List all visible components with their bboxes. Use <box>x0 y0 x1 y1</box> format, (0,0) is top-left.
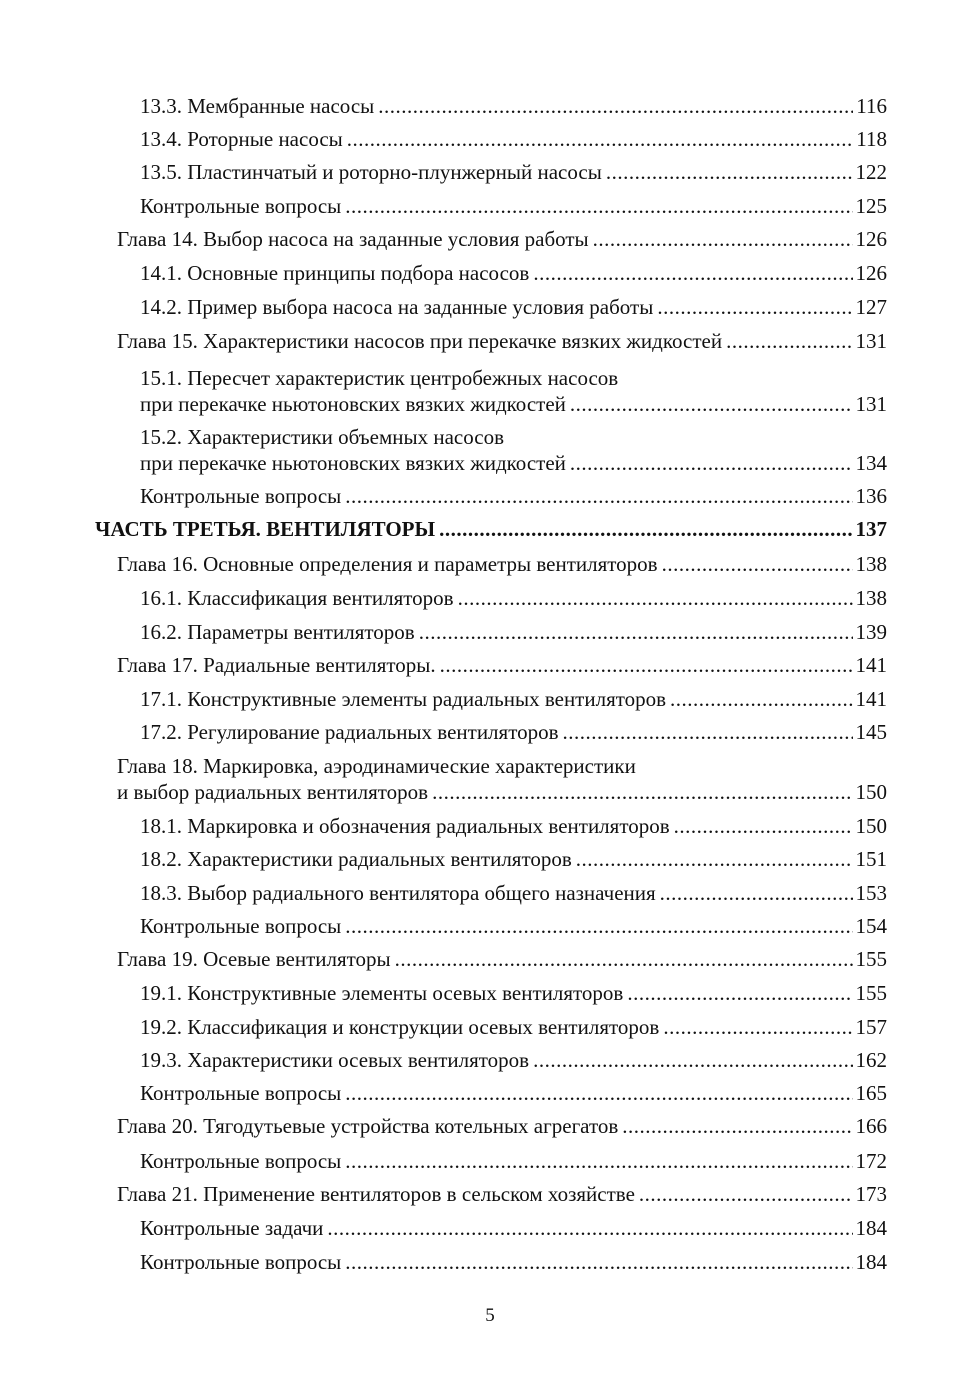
toc-entry-title: 18.1. Маркировка и обозначения радиальных вентиляторов <box>140 814 670 838</box>
toc-entry-page: 150 <box>855 814 887 838</box>
toc-entry <box>140 846 887 872</box>
toc-entry-title: Глава 16. Основные определения и параметры вентиляторов <box>117 552 658 576</box>
toc-entry-page: 141 <box>855 653 887 677</box>
toc-entry <box>140 1148 887 1174</box>
toc-entry-title: 13.5. Пластинчатый и роторно-плунжерный насосы <box>140 160 602 184</box>
dot-leader <box>627 980 852 1006</box>
toc-entry-page: 141 <box>855 687 887 711</box>
toc-entry-title: 19.2. Классификация и конструкции осевых вентиляторов <box>140 1015 660 1039</box>
toc-entry-page: 139 <box>855 620 887 644</box>
toc-entry-title: 19.3. Характеристики осевых вентиляторов <box>140 1048 530 1072</box>
toc-entry <box>140 126 887 152</box>
dot-leader <box>345 1148 852 1174</box>
toc-entry-title-line1: Глава 18. Маркировка, аэродинамические характеристики <box>117 754 636 778</box>
toc-entry-page: 136 <box>855 484 887 508</box>
toc-entry-page: 126 <box>855 261 887 285</box>
dot-leader <box>576 846 853 872</box>
toc-entry-title: 14.2. Пример выбора насоса на заданные условия работы <box>140 295 654 319</box>
toc-entry <box>140 159 887 185</box>
toc-entry-page: 153 <box>855 881 887 905</box>
toc-entry-page: 134 <box>855 451 887 475</box>
dot-leader <box>622 1113 852 1139</box>
toc-entry-title: Глава 20. Тягодутьевые устройства котельных агрегатов <box>117 1114 619 1138</box>
toc-entry <box>140 1249 887 1275</box>
dot-leader <box>327 1215 852 1241</box>
toc-chapter-entry <box>117 1113 887 1139</box>
toc-entry <box>140 483 887 509</box>
toc-entry-title: 14.1. Основные принципы подбора насосов <box>140 261 530 285</box>
toc-entry-title: Контрольные задачи <box>140 1216 324 1240</box>
toc-entry-title: Глава 15. Характеристики насосов при перекачке вязких жидкостей <box>117 329 723 353</box>
dot-leader <box>378 93 853 119</box>
toc-entry-title: ЧАСТЬ ТРЕТЬЯ. ВЕНТИЛЯТОРЫ <box>95 517 436 541</box>
toc-entry <box>140 1080 887 1106</box>
toc-entry <box>140 424 887 476</box>
toc-entry-page: 131 <box>855 392 887 416</box>
toc-entry <box>140 813 887 839</box>
toc-entry-title: 13.4. Роторные насосы <box>140 127 343 151</box>
toc-entry-page: 138 <box>855 552 887 576</box>
toc-entry-title: 19.1. Конструктивные элементы осевых вентиляторов <box>140 981 624 1005</box>
dot-leader <box>345 1249 852 1275</box>
toc-entry <box>140 619 887 645</box>
toc-entry-page: 150 <box>855 780 887 804</box>
dot-leader <box>345 1080 852 1106</box>
dot-leader <box>662 551 853 577</box>
dot-leader <box>439 516 852 542</box>
toc-entry-page: 137 <box>855 517 887 541</box>
toc-entry-page: 157 <box>855 1015 887 1039</box>
toc-entry-page: 118 <box>856 127 887 151</box>
toc-entry <box>140 585 887 611</box>
toc-part-entry <box>95 516 887 542</box>
dot-leader <box>593 226 853 252</box>
dot-leader <box>419 619 853 645</box>
toc-entry-page: 125 <box>855 194 887 218</box>
toc-entry <box>140 1014 887 1040</box>
toc-entry-title: Контрольные вопросы <box>140 194 342 218</box>
toc-entry <box>140 193 887 219</box>
toc-entry <box>140 93 887 119</box>
toc-chapter-entry <box>117 1181 887 1207</box>
dot-leader <box>458 585 853 611</box>
toc-chapter-entry <box>117 946 887 972</box>
toc-entry-page: 138 <box>855 586 887 610</box>
toc-entry-page: 155 <box>855 981 887 1005</box>
toc-entry-title: при перекачке ньютоновских вязких жидкостей <box>140 392 566 416</box>
dot-leader <box>345 193 852 219</box>
toc-entry-title-line1: 15.1. Пересчет характеристик центробежных насосов <box>140 366 619 390</box>
toc-entry <box>140 260 887 286</box>
toc-entry-title: Глава 14. Выбор насоса на заданные условия работы <box>117 227 589 251</box>
toc-entry-title: Глава 17. Радиальные вентиляторы. <box>117 653 436 677</box>
toc-entry <box>140 719 887 745</box>
dot-leader <box>345 483 852 509</box>
dot-leader <box>663 1014 852 1040</box>
dot-leader <box>563 719 853 745</box>
toc-entry-page: 126 <box>855 227 887 251</box>
toc-entry-title: 18.3. Выбор радиального вентилятора общего назначения <box>140 881 656 905</box>
dot-leader <box>395 946 853 972</box>
dot-leader <box>533 260 852 286</box>
dot-leader <box>570 391 853 417</box>
toc-entry-page: 166 <box>855 1114 887 1138</box>
toc-entry-page: 172 <box>855 1149 887 1173</box>
toc-entry-title: Контрольные вопросы <box>140 1149 342 1173</box>
dot-leader <box>639 1181 853 1207</box>
toc-entry-title: Контрольные вопросы <box>140 1250 342 1274</box>
dot-leader <box>657 294 852 320</box>
toc-entry <box>140 365 887 417</box>
toc-entry-page: 155 <box>855 947 887 971</box>
toc-entry <box>140 294 887 320</box>
toc-entry-page: 151 <box>855 847 887 871</box>
toc-entry-page: 131 <box>855 329 887 353</box>
toc-chapter-entry <box>117 328 887 354</box>
toc-entry-title: Глава 21. Применение вентиляторов в сельском хозяйстве <box>117 1182 635 1206</box>
toc-entry <box>140 686 887 712</box>
toc-entry-page: 127 <box>855 295 887 319</box>
toc-entry-page: 154 <box>855 914 887 938</box>
toc-entry-title: Контрольные вопросы <box>140 484 342 508</box>
toc-entry-page: 165 <box>855 1081 887 1105</box>
toc-entry-title: 13.3. Мембранные насосы <box>140 94 375 118</box>
toc-entry-page: 184 <box>855 1250 887 1274</box>
dot-leader <box>674 813 853 839</box>
toc-entry <box>140 880 887 906</box>
toc-entry-title: 16.1. Классификация вентиляторов <box>140 586 454 610</box>
toc-entry <box>140 913 887 939</box>
toc-entry-page: 145 <box>855 720 887 744</box>
toc-entry <box>140 980 887 1006</box>
page-number: 5 <box>485 1305 495 1326</box>
toc-entry-page: 162 <box>855 1048 887 1072</box>
dot-leader <box>570 450 853 476</box>
dot-leader <box>606 159 853 185</box>
toc-chapter-entry <box>117 226 887 252</box>
dot-leader <box>345 913 852 939</box>
toc-entry <box>140 1047 887 1073</box>
toc-entry-title-line1: 15.2. Характеристики объемных насосов <box>140 425 505 449</box>
toc-entry-title: 17.1. Конструктивные элементы радиальных вентиляторов <box>140 687 667 711</box>
toc-entry-page: 122 <box>855 160 887 184</box>
toc-chapter-entry <box>117 652 887 678</box>
toc-entry-page: 184 <box>855 1216 887 1240</box>
toc-entry-page: 116 <box>856 94 887 118</box>
toc-entry <box>140 1215 887 1241</box>
dot-leader <box>660 880 853 906</box>
dot-leader <box>670 686 852 712</box>
toc-entry-title: Контрольные вопросы <box>140 914 342 938</box>
toc-entry-title: и выбор радиальных вентиляторов <box>117 780 429 804</box>
toc-entry-title: при перекачке ньютоновских вязких жидкостей <box>140 451 566 475</box>
toc-entry-page: 173 <box>855 1182 887 1206</box>
dot-leader <box>347 126 853 152</box>
toc-entry-title: Глава 19. Осевые вентиляторы <box>117 947 391 971</box>
dot-leader <box>726 328 852 354</box>
toc-entry-title: 18.2. Характеристики радиальных вентиляторов <box>140 847 572 871</box>
dot-leader <box>440 652 853 678</box>
dot-leader <box>533 1047 852 1073</box>
toc-entry-title: 17.2. Регулирование радиальных вентиляторов <box>140 720 559 744</box>
toc-entry-title: Контрольные вопросы <box>140 1081 342 1105</box>
dot-leader <box>432 779 852 805</box>
toc-chapter-entry <box>117 551 887 577</box>
toc-chapter-entry <box>117 753 887 805</box>
toc-entry-title: 16.2. Параметры вентиляторов <box>140 620 415 644</box>
